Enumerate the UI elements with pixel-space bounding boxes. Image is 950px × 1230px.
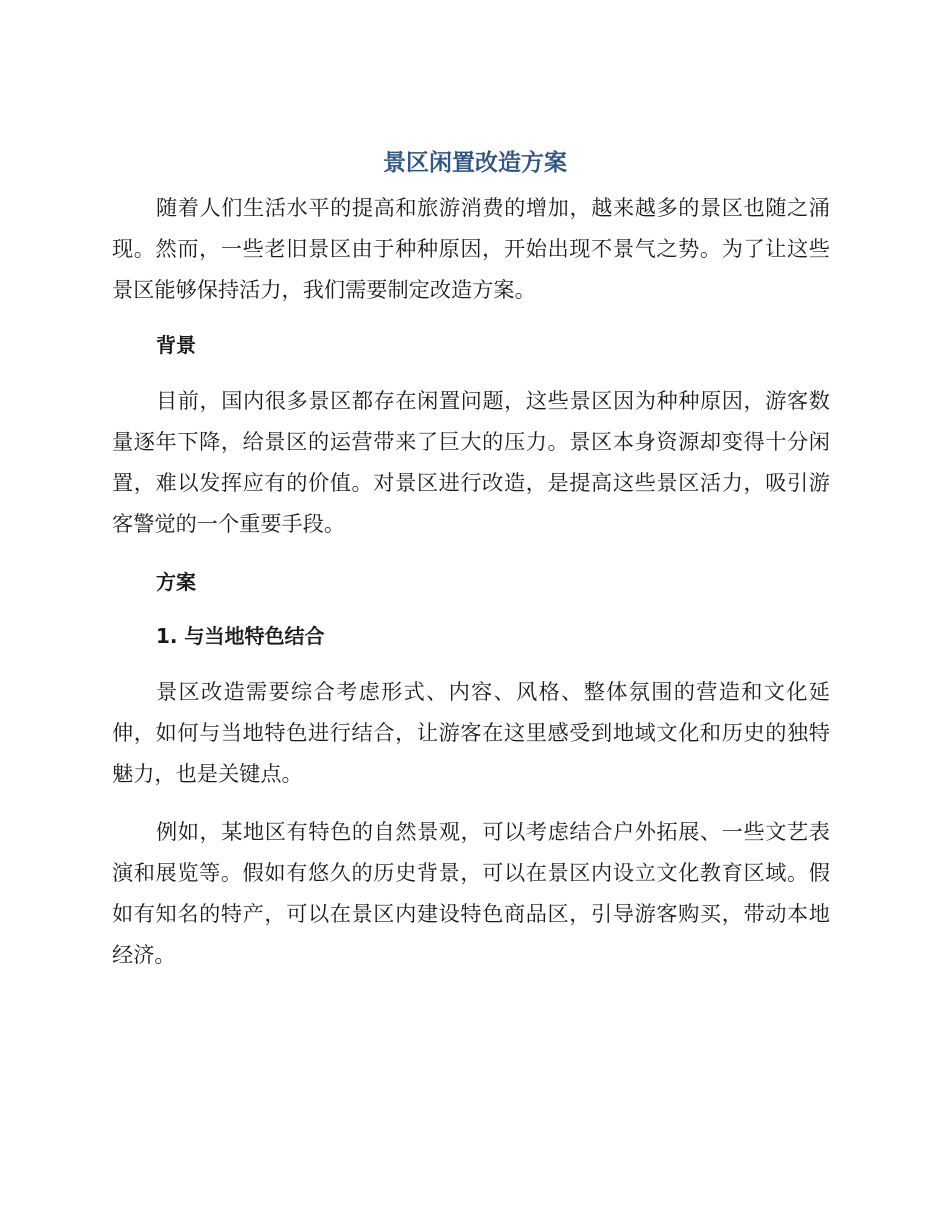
subsection-1-paragraph-2: 例如，某地区有特色的自然景观，可以考虑结合户外拓展、一些文艺表演和展览等。假如有悠久的历史背景，可以在景区内设立文化教育区域。假如有知名的特产，可以在景区内建设特色商品区，引导游客购买，带动本地经济。	[112, 819, 830, 967]
background-heading: 背景	[156, 333, 196, 357]
subsection-1-paragraph-1: 景区改造需要综合考虑形式、内容、风格、整体氛围的营造和文化延伸，如何与当地特色进行结合，让游客在这里感受到地域文化和历史的独特魅力，也是关键点。	[112, 679, 830, 786]
subsection-1-heading: 1. 与当地特色结合	[156, 624, 325, 648]
background-paragraph: 目前，国内很多景区都存在闲置问题，这些景区因为种种原因，游客数量逐年下降，给景区的运营带来了巨大的压力。景区本身资源却变得十分闲置，难以发挥应有的价值。对景区进行改造，是提高这些景区活力，吸引游客警觉的一个重要手段。	[112, 388, 830, 536]
intro-paragraph: 随着人们生活水平的提高和旅游消费的增加，越来越多的景区也随之涌现。然而，一些老旧景区由于种种原因，开始出现不景气之势。为了让这些景区能够保持活力，我们需要制定改造方案。	[112, 195, 830, 302]
document-title: 景区闲置改造方案	[383, 150, 567, 176]
plan-heading: 方案	[156, 570, 196, 594]
